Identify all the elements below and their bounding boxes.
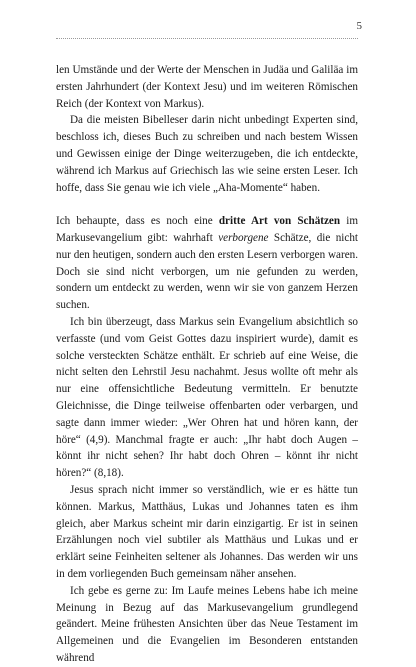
paragraph: Ich bin überzeugt, dass Markus sein Evangelium absichtlich so verfasste (und vom Geist Gottes dazu inspiriert wurde), damit es solche versteckten Schätze enthält. Er schrieb auf eine Weise, die nicht selten den Lehrstil Jesu nachahmt. Jesus wollte oft mehr als nur eine offensichtliche Bedeutung vermitteln. Er benutzte Gleichnisse, die Dinge teilweise offenbarten oder verbargen, und sagte dann immer wieder: „Wer Ohren hat und hören kann, der höre“ (4,9). Manchmal fragte er auch: „Ihr habt doch Augen – könnt ihr nicht sehen? Ihr habt doch Ohren – könnt ihr nicht hören?“ (8,18).	[56, 315, 358, 480]
bold-phrase: dritte Art von Schätzen	[218, 215, 341, 228]
header-divider	[56, 38, 358, 39]
paragraph-text: im Markusevangelium gibt: wahrhaft	[56, 215, 358, 244]
page-number: 5	[356, 20, 362, 32]
paragraph: Ich gebe es gerne zu: Im Laufe meines Lebens habe ich meine Meinung in Bezug auf das Markusevangelium grundlegend geändert. Meine frühesten Ansichten über das Neue Testament im Allgemeinen und die Evangelien im Besonderen entstanden während	[56, 584, 358, 664]
italic-word: verborgene	[218, 231, 269, 244]
paragraph: Jesus sprach nicht immer so verständlich, wie er es hätte tun können. Markus, Matthäus, Lukas und Johannes taten es ihm gleich, aber Markus scheint mir darin einzigartig. Er ist in seinen Erzählungen noch viel subtiler als Matthäus und Lukas und er erklärt seine Feinheiten seltener als Johannes. Das werden wir uns in dem vorliegenden Buch gemeinsam näher ansehen.	[56, 483, 358, 580]
paragraph-continuation: len Umstände und der Werte der Menschen in Judäa und Galiläa im ersten Jahrhundert (der Kontext Jesu) und im weiteren Römischen Reich (der Kontext von Markus).	[56, 64, 358, 110]
paragraph-text: Ich behaupte, dass es noch eine	[56, 215, 219, 228]
paragraph-text: Schätze, die nicht nur den heutigen, sondern auch den ersten Lesern verborgen waren. Doch sie sind nicht verborgen, um nie gefunden zu werden, sondern um entdeckt zu werden, wenn wir sie von ganzem Herzen suchen.	[56, 231, 358, 312]
body-text	[56, 62, 358, 667]
paragraph-section-start	[56, 213, 358, 314]
paragraph: Da die meisten Bibelleser darin nicht unbedingt Experten sind, beschloss ich, dieses Buch zu schreiben und nach bestem Wissen und Gewissen einige der Dinge weiterzugeben, die ich entdeckte, während ich Markus auf Griechisch las wie seine ersten Leser. Ich hoffe, dass Sie genau wie ich viele „Aha-Momente“ haben.	[56, 114, 358, 194]
